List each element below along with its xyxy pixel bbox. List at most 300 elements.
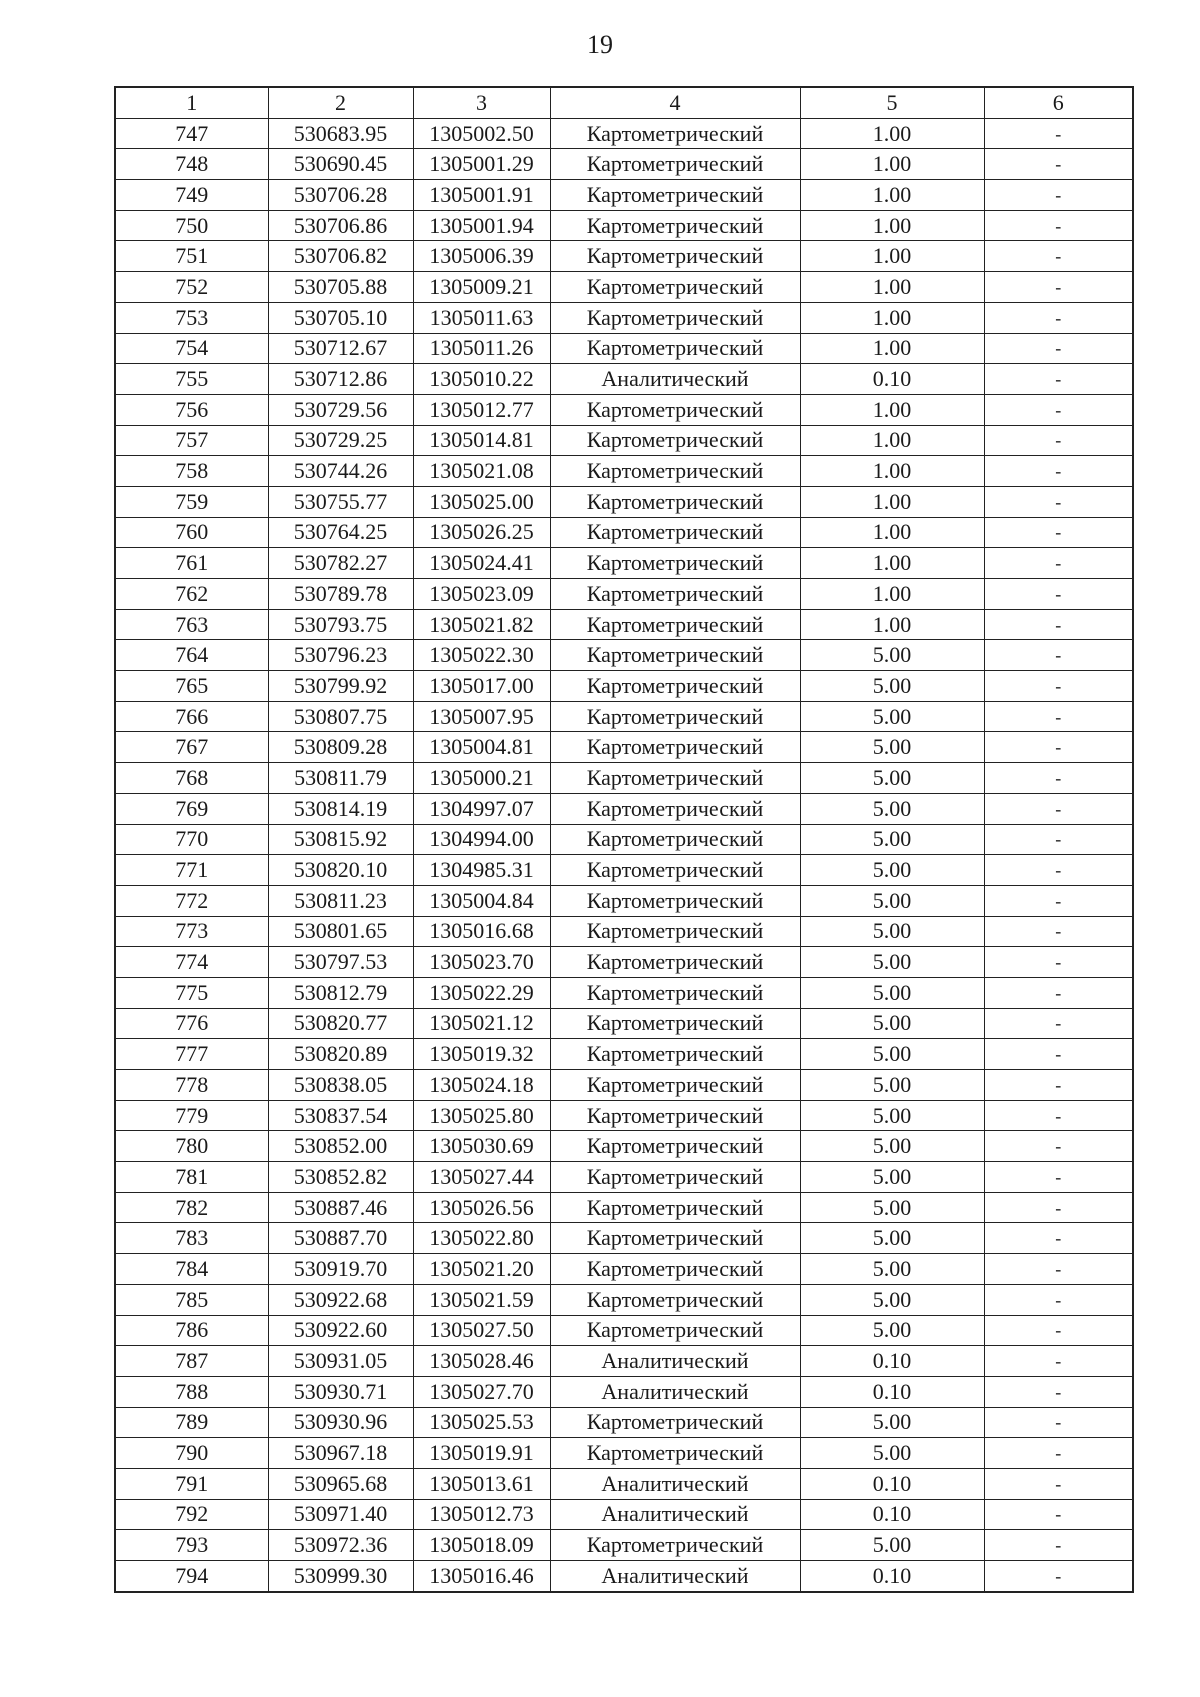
method-cell: Картометрический (550, 793, 800, 824)
y-coordinate-cell: 1304985.31 (413, 855, 550, 886)
method-cell: Картометрический (550, 701, 800, 732)
method-cell: Картометрический (550, 1039, 800, 1070)
y-coordinate-cell: 1305027.70 (413, 1376, 550, 1407)
description-cell: - (984, 517, 1133, 548)
x-coordinate-cell: 530683.95 (268, 118, 413, 149)
method-cell: Картометрический (550, 1070, 800, 1101)
y-coordinate-cell: 1305001.29 (413, 149, 550, 180)
point-number-cell: 750 (115, 210, 268, 241)
x-coordinate-cell: 530930.96 (268, 1407, 413, 1438)
column-header: 5 (800, 87, 984, 118)
description-cell: - (984, 671, 1133, 702)
accuracy-cell: 5.00 (800, 1008, 984, 1039)
x-coordinate-cell: 530919.70 (268, 1254, 413, 1285)
accuracy-cell: 1.00 (800, 241, 984, 272)
description-cell: - (984, 1376, 1133, 1407)
method-cell: Картометрический (550, 1162, 800, 1193)
y-coordinate-cell: 1305006.39 (413, 241, 550, 272)
description-cell: - (984, 149, 1133, 180)
table-row (115, 1039, 1133, 1070)
description-cell: - (984, 947, 1133, 978)
x-coordinate-cell: 530811.79 (268, 763, 413, 794)
description-cell: - (984, 456, 1133, 487)
point-number-cell: 782 (115, 1192, 268, 1223)
table-row (115, 1468, 1133, 1499)
y-coordinate-cell: 1305027.44 (413, 1162, 550, 1193)
table-row (115, 947, 1133, 978)
method-cell: Картометрический (550, 1254, 800, 1285)
y-coordinate-cell: 1305025.80 (413, 1100, 550, 1131)
description-cell: - (984, 732, 1133, 763)
method-cell: Картометрический (550, 732, 800, 763)
table-row (115, 763, 1133, 794)
description-cell: - (984, 1499, 1133, 1530)
coordinates-table (114, 86, 1134, 1593)
method-cell: Картометрический (550, 855, 800, 886)
x-coordinate-cell: 530706.28 (268, 180, 413, 211)
x-coordinate-cell: 530712.67 (268, 333, 413, 364)
table-row (115, 1346, 1133, 1377)
point-number-cell: 754 (115, 333, 268, 364)
point-number-cell: 756 (115, 394, 268, 425)
y-coordinate-cell: 1305021.59 (413, 1284, 550, 1315)
method-cell: Картометрический (550, 272, 800, 303)
method-cell: Картометрический (550, 118, 800, 149)
x-coordinate-cell: 530706.82 (268, 241, 413, 272)
y-coordinate-cell: 1305017.00 (413, 671, 550, 702)
table-row (115, 364, 1133, 395)
description-cell: - (984, 394, 1133, 425)
table-row (115, 1376, 1133, 1407)
description-cell: - (984, 1070, 1133, 1101)
description-cell: - (984, 486, 1133, 517)
point-number-cell: 771 (115, 855, 268, 886)
y-coordinate-cell: 1305004.81 (413, 732, 550, 763)
point-number-cell: 758 (115, 456, 268, 487)
accuracy-cell: 5.00 (800, 1438, 984, 1469)
x-coordinate-cell: 530764.25 (268, 517, 413, 548)
point-number-cell: 785 (115, 1284, 268, 1315)
accuracy-cell: 5.00 (800, 640, 984, 671)
x-coordinate-cell: 530744.26 (268, 456, 413, 487)
point-number-cell: 783 (115, 1223, 268, 1254)
x-coordinate-cell: 530782.27 (268, 548, 413, 579)
description-cell: - (984, 1254, 1133, 1285)
description-cell: - (984, 425, 1133, 456)
method-cell: Аналитический (550, 364, 800, 395)
method-cell: Картометрический (550, 1223, 800, 1254)
accuracy-cell: 0.10 (800, 1499, 984, 1530)
accuracy-cell: 1.00 (800, 333, 984, 364)
description-cell: - (984, 364, 1133, 395)
point-number-cell: 784 (115, 1254, 268, 1285)
method-cell: Картометрический (550, 210, 800, 241)
method-cell: Картометрический (550, 609, 800, 640)
accuracy-cell: 0.10 (800, 1468, 984, 1499)
table-row (115, 517, 1133, 548)
table-row (115, 1192, 1133, 1223)
accuracy-cell: 1.00 (800, 456, 984, 487)
point-number-cell: 767 (115, 732, 268, 763)
y-coordinate-cell: 1305024.41 (413, 548, 550, 579)
point-number-cell: 792 (115, 1499, 268, 1530)
y-coordinate-cell: 1305026.25 (413, 517, 550, 548)
method-cell: Картометрический (550, 640, 800, 671)
x-coordinate-cell: 530838.05 (268, 1070, 413, 1101)
table-row (115, 1254, 1133, 1285)
x-coordinate-cell: 530922.68 (268, 1284, 413, 1315)
method-cell: Аналитический (550, 1468, 800, 1499)
method-cell: Картометрический (550, 579, 800, 610)
column-header: 3 (413, 87, 550, 118)
table-row (115, 425, 1133, 456)
y-coordinate-cell: 1305021.08 (413, 456, 550, 487)
x-coordinate-cell: 530812.79 (268, 977, 413, 1008)
accuracy-cell: 5.00 (800, 1131, 984, 1162)
method-cell: Картометрический (550, 333, 800, 364)
table-row (115, 977, 1133, 1008)
method-cell: Картометрический (550, 885, 800, 916)
method-cell: Картометрический (550, 1131, 800, 1162)
table-row (115, 732, 1133, 763)
method-cell: Картометрический (550, 947, 800, 978)
accuracy-cell: 1.00 (800, 486, 984, 517)
accuracy-cell: 5.00 (800, 1284, 984, 1315)
x-coordinate-cell: 530930.71 (268, 1376, 413, 1407)
method-cell: Картометрический (550, 425, 800, 456)
accuracy-cell: 5.00 (800, 1407, 984, 1438)
description-cell: - (984, 977, 1133, 1008)
x-coordinate-cell: 530811.23 (268, 885, 413, 916)
method-cell: Картометрический (550, 1008, 800, 1039)
y-coordinate-cell: 1305014.81 (413, 425, 550, 456)
x-coordinate-cell: 530705.10 (268, 302, 413, 333)
x-coordinate-cell: 530801.65 (268, 916, 413, 947)
accuracy-cell: 5.00 (800, 947, 984, 978)
accuracy-cell: 5.00 (800, 1530, 984, 1561)
x-coordinate-cell: 530931.05 (268, 1346, 413, 1377)
point-number-cell: 791 (115, 1468, 268, 1499)
y-coordinate-cell: 1305026.56 (413, 1192, 550, 1223)
description-cell: - (984, 793, 1133, 824)
description-cell: - (984, 763, 1133, 794)
y-coordinate-cell: 1305001.91 (413, 180, 550, 211)
description-cell: - (984, 701, 1133, 732)
point-number-cell: 752 (115, 272, 268, 303)
table-row (115, 1499, 1133, 1530)
point-number-cell: 762 (115, 579, 268, 610)
accuracy-cell: 5.00 (800, 793, 984, 824)
point-number-cell: 772 (115, 885, 268, 916)
point-number-cell: 777 (115, 1039, 268, 1070)
table-row (115, 701, 1133, 732)
table-row (115, 302, 1133, 333)
point-number-cell: 790 (115, 1438, 268, 1469)
y-coordinate-cell: 1305004.84 (413, 885, 550, 916)
method-cell: Картометрический (550, 394, 800, 425)
accuracy-cell: 0.10 (800, 1561, 984, 1592)
table-row (115, 118, 1133, 149)
description-cell: - (984, 180, 1133, 211)
point-number-cell: 778 (115, 1070, 268, 1101)
point-number-cell: 759 (115, 486, 268, 517)
description-cell: - (984, 609, 1133, 640)
accuracy-cell: 5.00 (800, 824, 984, 855)
y-coordinate-cell: 1305022.30 (413, 640, 550, 671)
description-cell: - (984, 302, 1133, 333)
accuracy-cell: 1.00 (800, 517, 984, 548)
description-cell: - (984, 118, 1133, 149)
table-row (115, 824, 1133, 855)
y-coordinate-cell: 1305023.09 (413, 579, 550, 610)
y-coordinate-cell: 1304994.00 (413, 824, 550, 855)
x-coordinate-cell: 530809.28 (268, 732, 413, 763)
table-row (115, 916, 1133, 947)
description-cell: - (984, 1407, 1133, 1438)
method-cell: Картометрический (550, 548, 800, 579)
description-cell: - (984, 916, 1133, 947)
y-coordinate-cell: 1305009.21 (413, 272, 550, 303)
y-coordinate-cell: 1305021.20 (413, 1254, 550, 1285)
y-coordinate-cell: 1305019.32 (413, 1039, 550, 1070)
method-cell: Картометрический (550, 517, 800, 548)
table-row (115, 272, 1133, 303)
table-row (115, 456, 1133, 487)
x-coordinate-cell: 530755.77 (268, 486, 413, 517)
method-cell: Картометрический (550, 671, 800, 702)
x-coordinate-cell: 530815.92 (268, 824, 413, 855)
table-row (115, 1530, 1133, 1561)
x-coordinate-cell: 530690.45 (268, 149, 413, 180)
method-cell: Аналитический (550, 1499, 800, 1530)
accuracy-cell: 0.10 (800, 1376, 984, 1407)
accuracy-cell: 5.00 (800, 855, 984, 886)
description-cell: - (984, 1438, 1133, 1469)
point-number-cell: 766 (115, 701, 268, 732)
table-row (115, 885, 1133, 916)
accuracy-cell: 5.00 (800, 671, 984, 702)
method-cell: Картометрический (550, 1438, 800, 1469)
y-coordinate-cell: 1305021.82 (413, 609, 550, 640)
table-row (115, 1438, 1133, 1469)
accuracy-cell: 5.00 (800, 1223, 984, 1254)
method-cell: Картометрический (550, 456, 800, 487)
accuracy-cell: 5.00 (800, 916, 984, 947)
accuracy-cell: 1.00 (800, 425, 984, 456)
accuracy-cell: 1.00 (800, 149, 984, 180)
column-header: 2 (268, 87, 413, 118)
table-body (115, 87, 1133, 1592)
method-cell: Картометрический (550, 977, 800, 1008)
x-coordinate-cell: 530793.75 (268, 609, 413, 640)
y-coordinate-cell: 1305023.70 (413, 947, 550, 978)
accuracy-cell: 1.00 (800, 302, 984, 333)
method-cell: Аналитический (550, 1376, 800, 1407)
table-row (115, 1407, 1133, 1438)
accuracy-cell: 5.00 (800, 1039, 984, 1070)
accuracy-cell: 1.00 (800, 609, 984, 640)
y-coordinate-cell: 1305030.69 (413, 1131, 550, 1162)
table-row (115, 1315, 1133, 1346)
accuracy-cell: 5.00 (800, 1315, 984, 1346)
table-row (115, 180, 1133, 211)
x-coordinate-cell: 530712.86 (268, 364, 413, 395)
accuracy-cell: 1.00 (800, 210, 984, 241)
accuracy-cell: 5.00 (800, 763, 984, 794)
description-cell: - (984, 1468, 1133, 1499)
description-cell: - (984, 885, 1133, 916)
y-coordinate-cell: 1304997.07 (413, 793, 550, 824)
method-cell: Картометрический (550, 824, 800, 855)
method-cell: Картометрический (550, 1530, 800, 1561)
page-number: 19 (587, 30, 613, 59)
table-row (115, 1131, 1133, 1162)
description-cell: - (984, 1346, 1133, 1377)
y-coordinate-cell: 1305016.46 (413, 1561, 550, 1592)
description-cell: - (984, 1008, 1133, 1039)
point-number-cell: 788 (115, 1376, 268, 1407)
description-cell: - (984, 855, 1133, 886)
table-row (115, 394, 1133, 425)
table-row (115, 609, 1133, 640)
y-coordinate-cell: 1305012.73 (413, 1499, 550, 1530)
method-cell: Картометрический (550, 763, 800, 794)
x-coordinate-cell: 530796.23 (268, 640, 413, 671)
table-row (115, 1561, 1133, 1592)
point-number-cell: 763 (115, 609, 268, 640)
y-coordinate-cell: 1305018.09 (413, 1530, 550, 1561)
point-number-cell: 757 (115, 425, 268, 456)
description-cell: - (984, 272, 1133, 303)
description-cell: - (984, 824, 1133, 855)
point-number-cell: 776 (115, 1008, 268, 1039)
accuracy-cell: 1.00 (800, 180, 984, 211)
description-cell: - (984, 1131, 1133, 1162)
accuracy-cell: 1.00 (800, 272, 984, 303)
y-coordinate-cell: 1305013.61 (413, 1468, 550, 1499)
accuracy-cell: 0.10 (800, 1346, 984, 1377)
table-row (115, 640, 1133, 671)
description-cell: - (984, 241, 1133, 272)
accuracy-cell: 5.00 (800, 1254, 984, 1285)
description-cell: - (984, 1561, 1133, 1592)
point-number-cell: 786 (115, 1315, 268, 1346)
x-coordinate-cell: 530967.18 (268, 1438, 413, 1469)
y-coordinate-cell: 1305016.68 (413, 916, 550, 947)
point-number-cell: 761 (115, 548, 268, 579)
column-header: 6 (984, 87, 1133, 118)
point-number-cell: 774 (115, 947, 268, 978)
y-coordinate-cell: 1305007.95 (413, 701, 550, 732)
point-number-cell: 793 (115, 1530, 268, 1561)
x-coordinate-cell: 530837.54 (268, 1100, 413, 1131)
x-coordinate-cell: 530807.75 (268, 701, 413, 732)
method-cell: Картометрический (550, 1315, 800, 1346)
x-coordinate-cell: 530706.86 (268, 210, 413, 241)
x-coordinate-cell: 530820.89 (268, 1039, 413, 1070)
y-coordinate-cell: 1305028.46 (413, 1346, 550, 1377)
x-coordinate-cell: 530789.78 (268, 579, 413, 610)
table-row (115, 548, 1133, 579)
accuracy-cell: 1.00 (800, 118, 984, 149)
point-number-cell: 751 (115, 241, 268, 272)
accuracy-cell: 5.00 (800, 1070, 984, 1101)
accuracy-cell: 5.00 (800, 885, 984, 916)
table-row (115, 579, 1133, 610)
y-coordinate-cell: 1305010.22 (413, 364, 550, 395)
method-cell: Картометрический (550, 149, 800, 180)
point-number-cell: 753 (115, 302, 268, 333)
table-row (115, 1008, 1133, 1039)
accuracy-cell: 5.00 (800, 1162, 984, 1193)
table-row (115, 149, 1133, 180)
table-row (115, 1284, 1133, 1315)
description-cell: - (984, 640, 1133, 671)
y-coordinate-cell: 1305001.94 (413, 210, 550, 241)
x-coordinate-cell: 530729.25 (268, 425, 413, 456)
description-cell: - (984, 1315, 1133, 1346)
point-number-cell: 773 (115, 916, 268, 947)
description-cell: - (984, 1530, 1133, 1561)
x-coordinate-cell: 530797.53 (268, 947, 413, 978)
table-row (115, 1162, 1133, 1193)
y-coordinate-cell: 1305025.53 (413, 1407, 550, 1438)
point-number-cell: 768 (115, 763, 268, 794)
point-number-cell: 748 (115, 149, 268, 180)
point-number-cell: 760 (115, 517, 268, 548)
accuracy-cell: 1.00 (800, 394, 984, 425)
y-coordinate-cell: 1305021.12 (413, 1008, 550, 1039)
y-coordinate-cell: 1305011.26 (413, 333, 550, 364)
y-coordinate-cell: 1305012.77 (413, 394, 550, 425)
x-coordinate-cell: 530705.88 (268, 272, 413, 303)
y-coordinate-cell: 1305002.50 (413, 118, 550, 149)
y-coordinate-cell: 1305000.21 (413, 763, 550, 794)
table-row (115, 671, 1133, 702)
y-coordinate-cell: 1305024.18 (413, 1070, 550, 1101)
table-row (115, 1070, 1133, 1101)
point-number-cell: 769 (115, 793, 268, 824)
point-number-cell: 789 (115, 1407, 268, 1438)
method-cell: Картометрический (550, 916, 800, 947)
point-number-cell: 765 (115, 671, 268, 702)
y-coordinate-cell: 1305019.91 (413, 1438, 550, 1469)
y-coordinate-cell: 1305022.29 (413, 977, 550, 1008)
table-row (115, 855, 1133, 886)
point-number-cell: 747 (115, 118, 268, 149)
y-coordinate-cell: 1305011.63 (413, 302, 550, 333)
column-header: 1 (115, 87, 268, 118)
description-cell: - (984, 579, 1133, 610)
x-coordinate-cell: 530971.40 (268, 1499, 413, 1530)
point-number-cell: 770 (115, 824, 268, 855)
x-coordinate-cell: 530887.46 (268, 1192, 413, 1223)
x-coordinate-cell: 530814.19 (268, 793, 413, 824)
method-cell: Картометрический (550, 1192, 800, 1223)
table-row (115, 1100, 1133, 1131)
x-coordinate-cell: 530820.10 (268, 855, 413, 886)
point-number-cell: 787 (115, 1346, 268, 1377)
accuracy-cell: 1.00 (800, 548, 984, 579)
x-coordinate-cell: 530887.70 (268, 1223, 413, 1254)
y-coordinate-cell: 1305022.80 (413, 1223, 550, 1254)
description-cell: - (984, 548, 1133, 579)
x-coordinate-cell: 530922.60 (268, 1315, 413, 1346)
accuracy-cell: 1.00 (800, 579, 984, 610)
accuracy-cell: 5.00 (800, 732, 984, 763)
point-number-cell: 775 (115, 977, 268, 1008)
point-number-cell: 781 (115, 1162, 268, 1193)
